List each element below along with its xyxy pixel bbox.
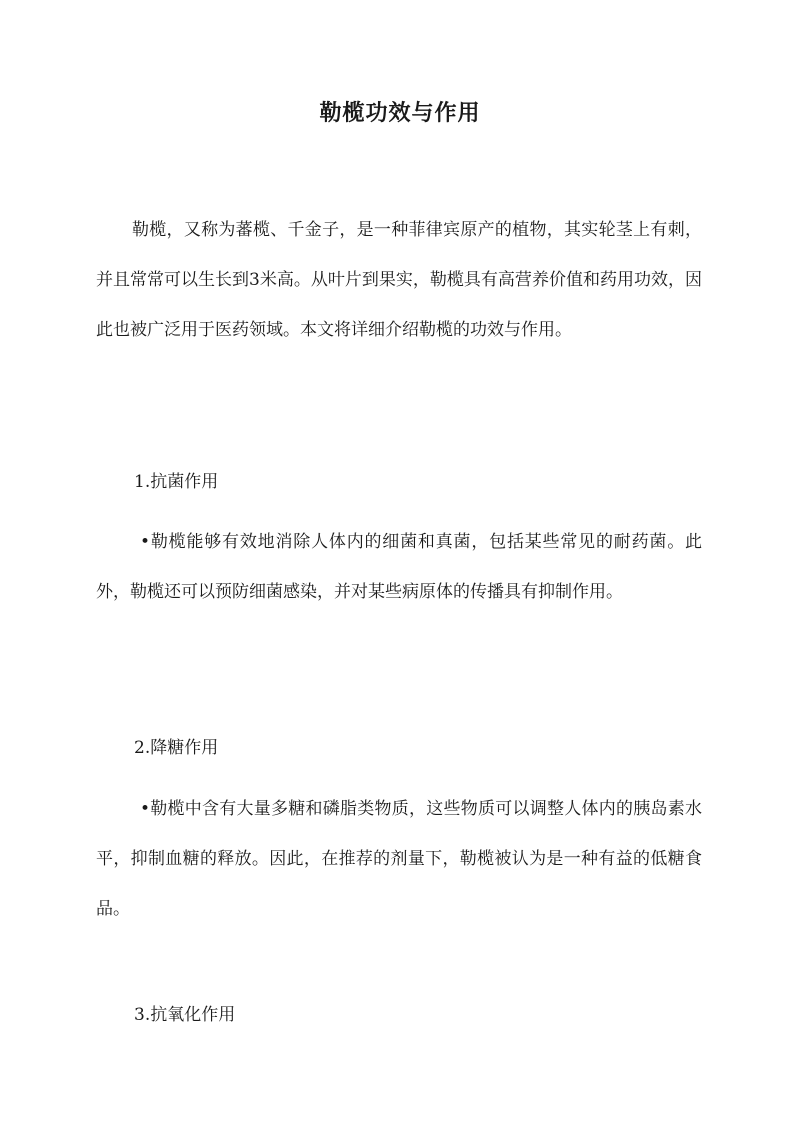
page-title: 勒榄功效与作用 (319, 100, 481, 126)
section-body-antibacterial: •勒榄能够有效地消除人体内的细菌和真菌，包括某些常见的耐药菌。此外，勒榄还可以预防细菌感染，并对某些病原体的传播具有抑制作用。 (96, 532, 702, 602)
section-body-blood-sugar: •勒榄中含有大量多糖和磷脂类物质，这些物质可以调整人体内的胰岛素水平，抑制血糖的释放。因此，在推荐的剂量下，勒榄被认为是一种有益的低糖食品。 (96, 799, 702, 919)
section-heading-antioxidant: 3.抗氧化作用 (134, 1005, 236, 1025)
section-heading-antibacterial: 1.抗菌作用 (134, 472, 219, 492)
intro-paragraph: 勒榄，又称为蕃榄、千金子，是一种菲律宾原产的植物，其实轮茎上有刺，并且常常可以生长到3米高。从叶片到果实，勒榄具有高营养价值和药用功效，因此也被广泛用于医药领域。本文将详细介绍勒榄的功效与作用。 (96, 220, 702, 340)
section-heading-blood-sugar: 2.降糖作用 (134, 738, 219, 758)
